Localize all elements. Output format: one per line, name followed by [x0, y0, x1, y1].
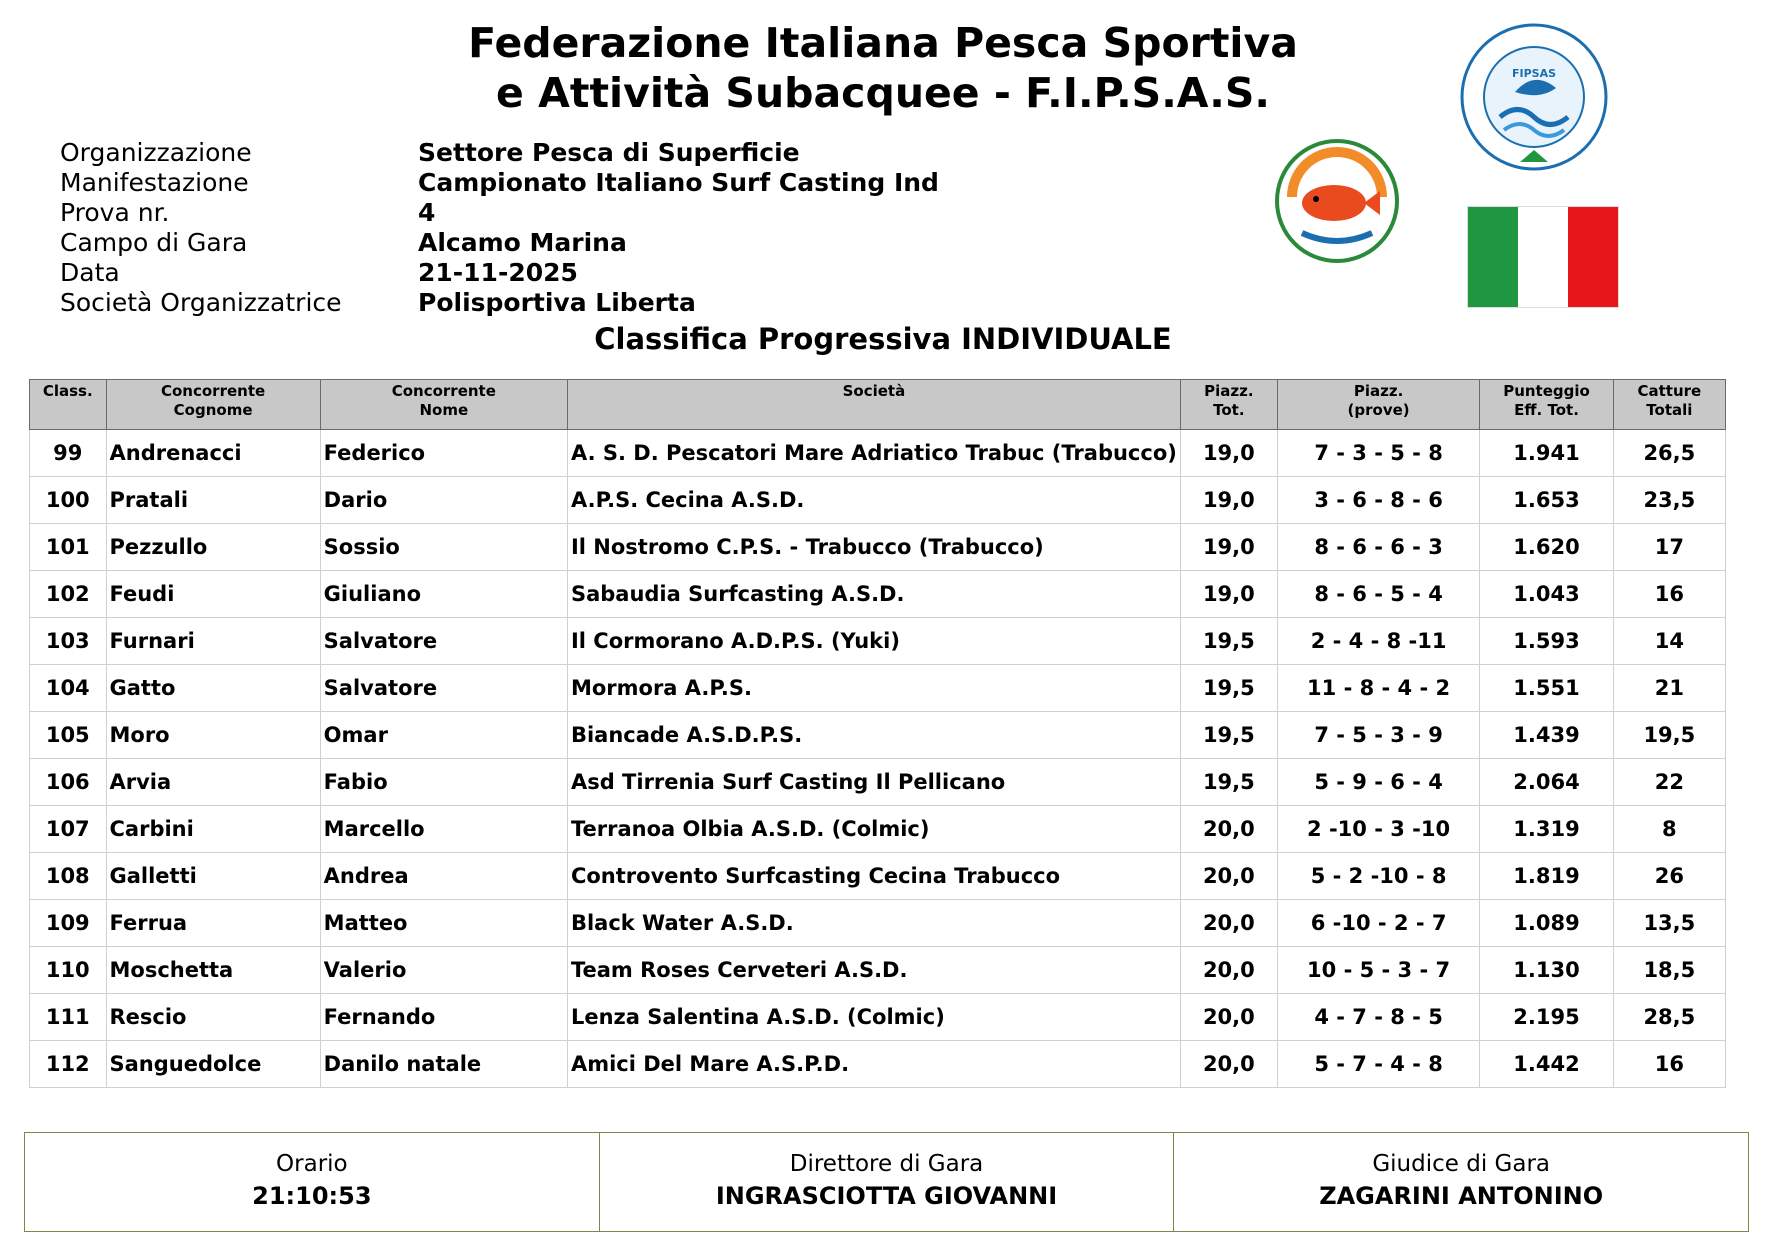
cell-piazz-tot: 19,0	[1180, 524, 1277, 571]
cell-nome: Federico	[320, 430, 567, 477]
cell-cognome: Ferrua	[106, 900, 320, 947]
cell-societa: Il Nostromo C.P.S. - Trabucco (Trabucco)	[567, 524, 1180, 571]
cell-class: 109	[30, 900, 107, 947]
giudice-value: ZAGARINI ANTONINO	[1319, 1182, 1604, 1210]
table-row	[30, 759, 1726, 806]
title-line-1: Federazione Italiana Pesca Sportiva	[468, 19, 1298, 67]
cell-punteggio: 1.442	[1480, 1041, 1613, 1088]
header-class: Class.	[30, 380, 107, 430]
cell-nome: Danilo natale	[320, 1041, 567, 1088]
cell-cognome: Moro	[106, 712, 320, 759]
cell-piazz-prove: 11 - 8 - 4 - 2	[1277, 665, 1479, 712]
cell-catture: 22	[1613, 759, 1725, 806]
table-row	[30, 665, 1726, 712]
cell-piazz-prove: 5 - 2 -10 - 8	[1277, 853, 1479, 900]
cell-piazz-prove: 7 - 3 - 5 - 8	[1277, 430, 1479, 477]
cell-nome: Marcello	[320, 806, 567, 853]
table-row	[30, 806, 1726, 853]
cell-piazz-prove: 4 - 7 - 8 - 5	[1277, 994, 1479, 1041]
cell-societa: A.P.S. Cecina A.S.D.	[567, 477, 1180, 524]
flag-white-band	[1518, 207, 1568, 307]
info-value: Polisportiva Liberta	[418, 288, 696, 317]
table-row	[30, 853, 1726, 900]
cell-societa: Lenza Salentina A.S.D. (Colmic)	[567, 994, 1180, 1041]
cell-class: 112	[30, 1041, 107, 1088]
cell-class: 111	[30, 994, 107, 1041]
cell-nome: Salvatore	[320, 665, 567, 712]
italian-flag	[1468, 207, 1618, 307]
ranking-table-body	[30, 430, 1726, 1088]
cell-piazz-tot: 20,0	[1180, 853, 1277, 900]
ranking-subtitle: Classifica Progressiva INDIVIDUALE	[594, 322, 1172, 356]
cell-piazz-tot: 19,5	[1180, 665, 1277, 712]
cell-catture: 21	[1613, 665, 1725, 712]
cell-societa: Biancade A.S.D.P.S.	[567, 712, 1180, 759]
cell-societa: Controvento Surfcasting Cecina Trabucco	[567, 853, 1180, 900]
info-row-organizzazione	[60, 138, 939, 168]
cell-piazz-tot: 19,5	[1180, 712, 1277, 759]
cell-societa: Sabaudia Surfcasting A.S.D.	[567, 571, 1180, 618]
info-value: 21-11-2025	[418, 258, 578, 287]
cell-piazz-prove: 2 -10 - 3 -10	[1277, 806, 1479, 853]
cell-cognome: Pezzullo	[106, 524, 320, 571]
cell-piazz-prove: 3 - 6 - 8 - 6	[1277, 477, 1479, 524]
footer-direttore	[600, 1133, 1175, 1231]
cell-societa: Team Roses Cerveteri A.S.D.	[567, 947, 1180, 994]
cell-nome: Fernando	[320, 994, 567, 1041]
cell-piazz-prove: 10 - 5 - 3 - 7	[1277, 947, 1479, 994]
cell-nome: Giuliano	[320, 571, 567, 618]
cell-societa: Amici Del Mare A.S.P.D.	[567, 1041, 1180, 1088]
cell-piazz-tot: 19,0	[1180, 430, 1277, 477]
cell-societa: Black Water A.S.D.	[567, 900, 1180, 947]
catch-release-logo	[1272, 137, 1402, 265]
cell-punteggio: 1.620	[1480, 524, 1613, 571]
cell-punteggio: 1.043	[1480, 571, 1613, 618]
cell-punteggio: 2.195	[1480, 994, 1613, 1041]
header-piazz-tot: Piazz. Tot.	[1180, 380, 1277, 430]
ranking-table	[29, 379, 1726, 1088]
table-row	[30, 430, 1726, 477]
info-value: Alcamo Marina	[418, 228, 627, 257]
cell-piazz-prove: 5 - 7 - 4 - 8	[1277, 1041, 1479, 1088]
cell-nome: Dario	[320, 477, 567, 524]
info-value: 4	[418, 198, 436, 227]
cell-piazz-prove: 6 -10 - 2 - 7	[1277, 900, 1479, 947]
footer-orario	[25, 1133, 600, 1231]
cell-catture: 13,5	[1613, 900, 1725, 947]
table-header-row	[30, 380, 1726, 430]
cell-societa: Mormora A.P.S.	[567, 665, 1180, 712]
cell-punteggio: 1.593	[1480, 618, 1613, 665]
cell-class: 100	[30, 477, 107, 524]
cell-catture: 8	[1613, 806, 1725, 853]
table-row	[30, 477, 1726, 524]
event-info	[60, 138, 939, 318]
info-value: Settore Pesca di Superficie	[418, 138, 800, 167]
fipsas-inner-text: FIPSAS	[1511, 67, 1557, 80]
table-row	[30, 947, 1726, 994]
table-row	[30, 1041, 1726, 1088]
cell-piazz-prove: 8 - 6 - 6 - 3	[1277, 524, 1479, 571]
cell-punteggio: 1.819	[1480, 853, 1613, 900]
table-row	[30, 571, 1726, 618]
info-label: Data	[60, 258, 120, 287]
cell-cognome: Arvia	[106, 759, 320, 806]
cell-cognome: Carbini	[106, 806, 320, 853]
cell-nome: Fabio	[320, 759, 567, 806]
cell-cognome: Rescio	[106, 994, 320, 1041]
header-cognome: Concorrente Cognome	[106, 380, 320, 430]
cell-piazz-tot: 20,0	[1180, 947, 1277, 994]
cell-class: 108	[30, 853, 107, 900]
fipsas-logo	[1460, 22, 1608, 172]
cell-piazz-prove: 7 - 5 - 3 - 9	[1277, 712, 1479, 759]
header-punteggio: Punteggio Eff. Tot.	[1480, 380, 1613, 430]
info-value: Campionato Italiano Surf Casting Ind	[418, 168, 939, 197]
cell-piazz-tot: 20,0	[1180, 994, 1277, 1041]
header-nome: Concorrente Nome	[320, 380, 567, 430]
cell-cognome: Feudi	[106, 571, 320, 618]
cell-punteggio: 1.653	[1480, 477, 1613, 524]
flag-green-band	[1468, 207, 1518, 307]
table-row	[30, 712, 1726, 759]
header-piazz-prove: Piazz. (prove)	[1277, 380, 1479, 430]
cell-nome: Matteo	[320, 900, 567, 947]
cell-catture: 26,5	[1613, 430, 1725, 477]
table-row	[30, 524, 1726, 571]
cell-nome: Sossio	[320, 524, 567, 571]
cell-class: 103	[30, 618, 107, 665]
cell-punteggio: 1.551	[1480, 665, 1613, 712]
cell-piazz-tot: 19,5	[1180, 618, 1277, 665]
cell-class: 101	[30, 524, 107, 571]
cell-piazz-prove: 8 - 6 - 5 - 4	[1277, 571, 1479, 618]
info-row-data	[60, 258, 939, 288]
header-catture: Catture Totali	[1613, 380, 1725, 430]
cell-catture: 26	[1613, 853, 1725, 900]
cell-punteggio: 1.439	[1480, 712, 1613, 759]
cell-class: 105	[30, 712, 107, 759]
cell-societa: A. S. D. Pescatori Mare Adriatico Trabuc (Trabucco)	[567, 430, 1180, 477]
giudice-label: Giudice di Gara	[1372, 1151, 1550, 1177]
cell-piazz-tot: 20,0	[1180, 806, 1277, 853]
cell-class: 106	[30, 759, 107, 806]
table-row	[30, 994, 1726, 1041]
cell-piazz-tot: 20,0	[1180, 900, 1277, 947]
cell-class: 110	[30, 947, 107, 994]
info-label: Campo di Gara	[60, 228, 248, 257]
cell-class: 102	[30, 571, 107, 618]
cell-cognome: Galletti	[106, 853, 320, 900]
cell-punteggio: 1.941	[1480, 430, 1613, 477]
cell-piazz-prove: 5 - 9 - 6 - 4	[1277, 759, 1479, 806]
cell-nome: Omar	[320, 712, 567, 759]
cell-catture: 18,5	[1613, 947, 1725, 994]
cell-class: 104	[30, 665, 107, 712]
cell-catture: 16	[1613, 1041, 1725, 1088]
cell-nome: Salvatore	[320, 618, 567, 665]
info-row-manifestazione	[60, 168, 939, 198]
header-societa: Società	[567, 380, 1180, 430]
cell-piazz-prove: 2 - 4 - 8 -11	[1277, 618, 1479, 665]
cell-societa: Il Cormorano A.D.P.S. (Yuki)	[567, 618, 1180, 665]
cell-cognome: Moschetta	[106, 947, 320, 994]
flag-red-band	[1568, 207, 1618, 307]
cell-cognome: Sanguedolce	[106, 1041, 320, 1088]
info-label: Prova nr.	[60, 198, 170, 227]
info-row-prova	[60, 198, 939, 228]
info-row-societa	[60, 288, 939, 318]
cell-piazz-tot: 19,0	[1180, 477, 1277, 524]
cell-nome: Andrea	[320, 853, 567, 900]
cell-cognome: Pratali	[106, 477, 320, 524]
cell-punteggio: 1.319	[1480, 806, 1613, 853]
cell-piazz-tot: 19,5	[1180, 759, 1277, 806]
cell-catture: 14	[1613, 618, 1725, 665]
cell-cognome: Furnari	[106, 618, 320, 665]
cell-cognome: Andrenacci	[106, 430, 320, 477]
info-label: Manifestazione	[60, 168, 249, 197]
table-row	[30, 618, 1726, 665]
cell-class: 107	[30, 806, 107, 853]
orario-value: 21:10:53	[252, 1182, 372, 1210]
cell-catture: 28,5	[1613, 994, 1725, 1041]
cell-nome: Valerio	[320, 947, 567, 994]
direttore-value: INGRASCIOTTA GIOVANNI	[715, 1182, 1058, 1210]
direttore-label: Direttore di Gara	[789, 1151, 984, 1177]
table-row	[30, 900, 1726, 947]
footer-signatures	[24, 1132, 1749, 1232]
info-row-campo	[60, 228, 939, 258]
cell-punteggio: 1.089	[1480, 900, 1613, 947]
footer-giudice	[1174, 1133, 1748, 1231]
cell-class: 99	[30, 430, 107, 477]
cell-catture: 23,5	[1613, 477, 1725, 524]
info-label: Società Organizzatrice	[60, 288, 342, 317]
cell-punteggio: 2.064	[1480, 759, 1613, 806]
cell-catture: 17	[1613, 524, 1725, 571]
cell-piazz-tot: 20,0	[1180, 1041, 1277, 1088]
title-line-2: e Attività Subacquee - F.I.P.S.A.S.	[496, 69, 1270, 117]
cell-societa: Terranoa Olbia A.S.D. (Colmic)	[567, 806, 1180, 853]
cell-catture: 19,5	[1613, 712, 1725, 759]
cell-punteggio: 1.130	[1480, 947, 1613, 994]
cell-piazz-tot: 19,0	[1180, 571, 1277, 618]
cell-cognome: Gatto	[106, 665, 320, 712]
cell-societa: Asd Tirrenia Surf Casting Il Pellicano	[567, 759, 1180, 806]
cell-catture: 16	[1613, 571, 1725, 618]
info-label: Organizzazione	[60, 138, 252, 167]
orario-label: Orario	[276, 1151, 348, 1177]
